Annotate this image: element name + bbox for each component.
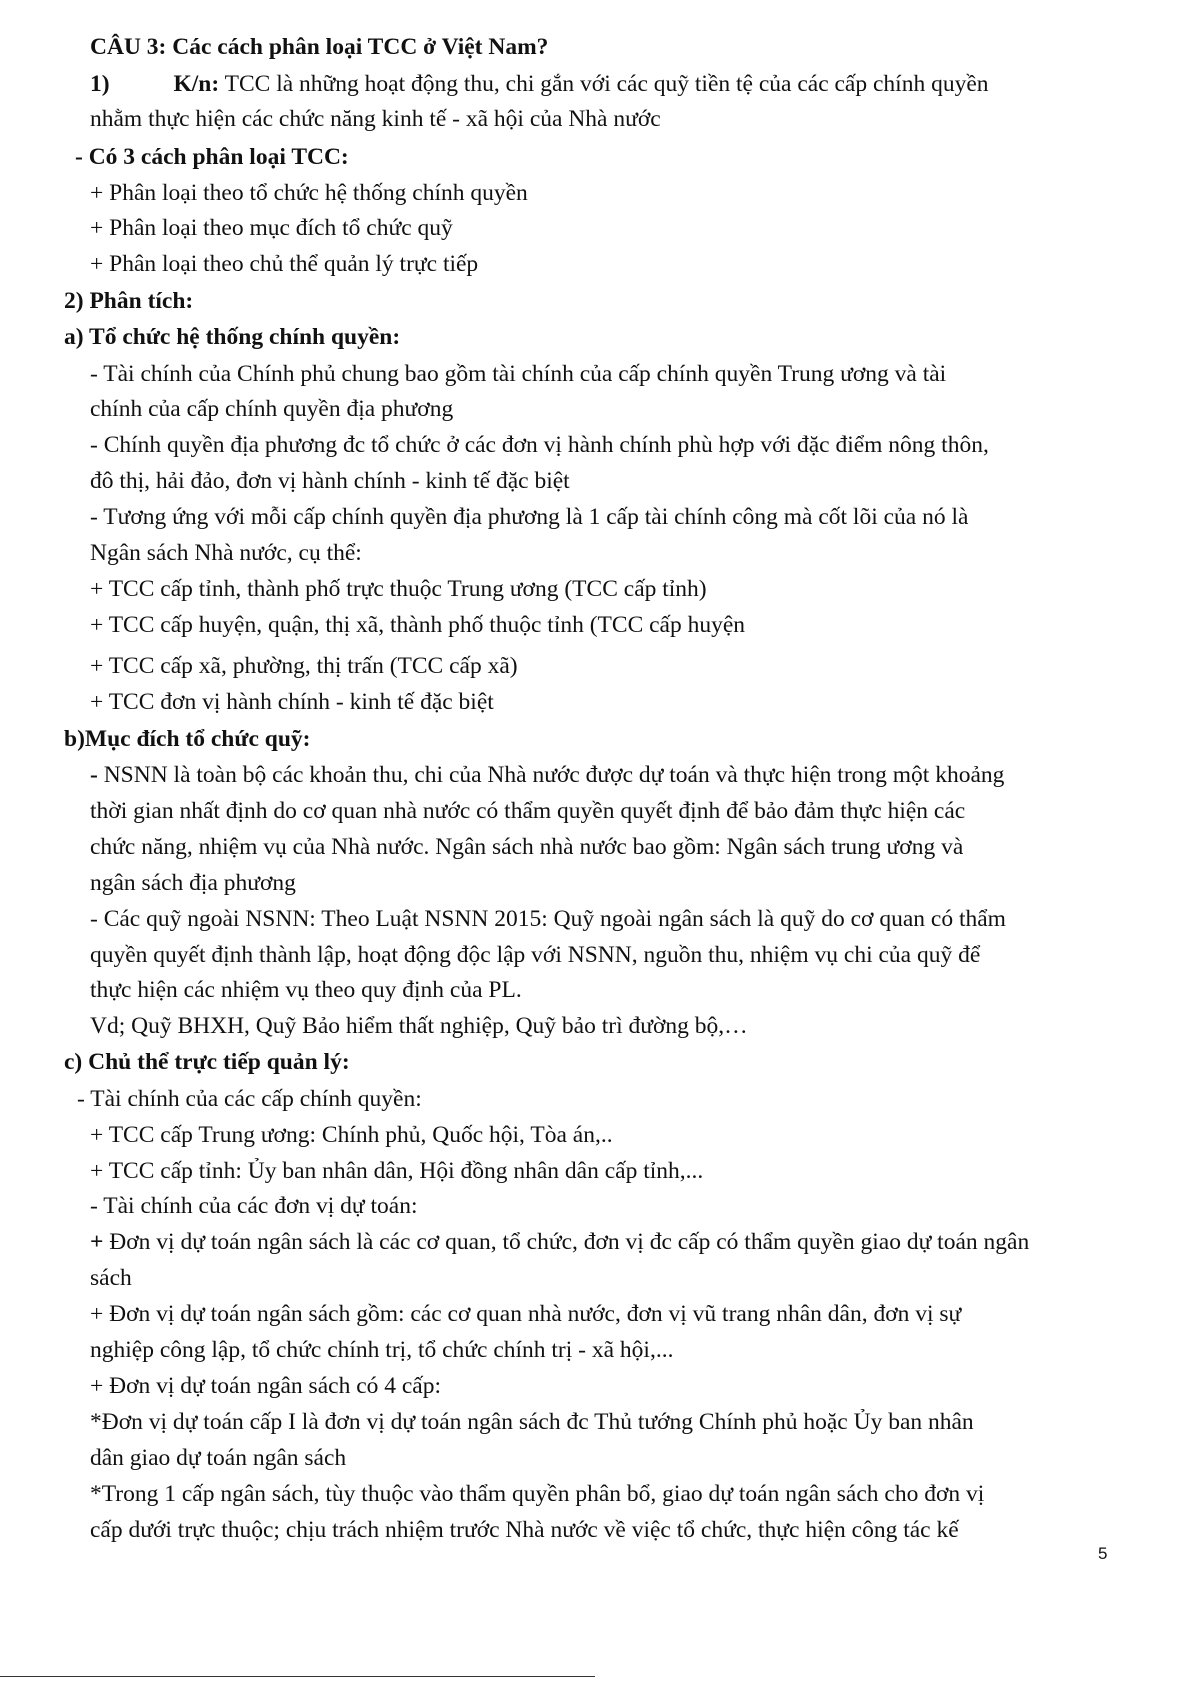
classify-heading: - Có 3 cách phân loại TCC: bbox=[75, 144, 349, 170]
example-line: Vd; Quỹ BHXH, Quỹ Bảo hiểm thất nghiệp, Quỹ bảo trì đường bộ,… bbox=[90, 1013, 748, 1039]
paragraph-line: chính của cấp chính quyền địa phương bbox=[90, 396, 454, 422]
list-item: + TCC cấp tỉnh, thành phố trực thuộc Trung ương (TCC cấp tỉnh) bbox=[90, 576, 707, 602]
subsection-b-heading: b)Mục đích tổ chức quỹ: bbox=[64, 726, 311, 752]
paragraph-line bbox=[90, 1407, 974, 1437]
paragraph-line: thời gian nhất định do cơ quan nhà nước có thẩm quyền quyết định để bảo đảm thực hiện các bbox=[90, 798, 966, 824]
footer-divider bbox=[0, 1676, 595, 1677]
paragraph-text: Đơn vị dự toán cấp I là đơn vị dự toán ngân sách đc Thủ tướng Chính phủ hoặc Ủy ban nhân bbox=[101, 1409, 974, 1435]
paragraph-line: - Các quỹ ngoài NSNN: Theo Luật NSNN 2015: Quỹ ngoài ngân sách là quỹ do cơ quan có thẩm bbox=[90, 906, 1006, 932]
subsection-c-heading: c) Chủ thể trực tiếp quản lý: bbox=[64, 1049, 350, 1075]
title-text: Các cách phân loại TCC ở Việt Nam? bbox=[172, 34, 549, 60]
definition-text: TCC là những hoạt động thu, chi gắn với các quỹ tiền tệ của các cấp chính quyền bbox=[224, 71, 989, 97]
section-1-number: 1) bbox=[90, 71, 110, 97]
paragraph-line: Ngân sách Nhà nước, cụ thể: bbox=[90, 540, 362, 566]
list-item: + TCC cấp xã, phường, thị trấn (TCC cấp xã) bbox=[90, 653, 518, 679]
paragraph-line: quyền quyết định thành lập, hoạt động độc lập với NSNN, nguồn thu, nhiệm vụ chi của quỹ để bbox=[90, 942, 981, 968]
paragraph-text: NSNN là toàn bộ các khoản thu, chi của Nhà nước được dự toán và thực hiện trong một khoảng bbox=[103, 762, 1005, 788]
paragraph-line bbox=[90, 1227, 1029, 1257]
gov-heading: - Tài chính của các cấp chính quyền: bbox=[77, 1086, 422, 1112]
paragraph-line: - Chính quyền địa phương đc tổ chức ở các đơn vị hành chính phù hợp với đặc điểm nông thôn, bbox=[90, 432, 989, 458]
paragraph-line: thực hiện các nhiệm vụ theo quy định của PL. bbox=[90, 977, 522, 1003]
title-label: CÂU 3: bbox=[90, 34, 167, 60]
asterisk-marker: * bbox=[90, 1409, 102, 1435]
classify-item: + Phân loại theo tổ chức hệ thống chính quyền bbox=[90, 180, 528, 206]
paragraph-line: + Đơn vị dự toán ngân sách có 4 cấp: bbox=[90, 1373, 442, 1399]
definition-text-cont: nhằm thực hiện các chức năng kinh tế - xã hội của Nhà nước bbox=[90, 106, 661, 132]
list-item: + TCC cấp huyện, quận, thị xã, thành phố thuộc tỉnh (TCC cấp huyện bbox=[90, 612, 746, 638]
page-title bbox=[90, 32, 548, 62]
paragraph-line: + Đơn vị dự toán ngân sách gồm: các cơ quan nhà nước, đơn vị vũ trang nhân dân, đơn vị sự bbox=[90, 1301, 962, 1327]
plus-marker: + bbox=[90, 1229, 110, 1255]
paragraph-line: sách bbox=[90, 1265, 132, 1291]
paragraph-line: dân giao dự toán ngân sách bbox=[90, 1445, 347, 1471]
page-number: 5 bbox=[1098, 1544, 1108, 1563]
paragraph-line: - Tương ứng với mỗi cấp chính quyền địa phương là 1 cấp tài chính công mà cốt lõi của nó là bbox=[90, 504, 969, 530]
list-item: + TCC cấp tỉnh: Ủy ban nhân dân, Hội đồng nhân dân cấp tỉnh,... bbox=[90, 1158, 704, 1184]
paragraph-line: nghiệp công lập, tổ chức chính trị, tổ chức chính trị - xã hội,... bbox=[90, 1337, 674, 1363]
units-heading: - Tài chính của các đơn vị dự toán: bbox=[90, 1193, 418, 1219]
paragraph-line: ngân sách địa phương bbox=[90, 870, 296, 896]
classify-item: + Phân loại theo chủ thể quản lý trực tiếp bbox=[90, 251, 479, 277]
paragraph-line: đô thị, hải đảo, đơn vị hành chính - kinh tế đặc biệt bbox=[90, 468, 570, 494]
list-item: + TCC đơn vị hành chính - kinh tế đặc biệt bbox=[90, 689, 494, 715]
section-2-heading: 2) Phân tích: bbox=[64, 288, 194, 314]
subsection-a-heading: a) Tổ chức hệ thống chính quyền: bbox=[64, 324, 401, 350]
paragraph-line: - Tài chính của Chính phủ chung bao gồm tài chính của cấp chính quyền Trung ương và tài bbox=[90, 361, 947, 387]
paragraph-line bbox=[90, 760, 1080, 790]
definition-line bbox=[90, 69, 989, 99]
paragraph-line bbox=[90, 1479, 984, 1509]
paragraph-text: Trong 1 cấp ngân sách, tùy thuộc vào thẩm quyền phân bổ, giao dự toán ngân sách cho đơn vị bbox=[101, 1481, 985, 1507]
classify-item: + Phân loại theo mục đích tổ chức quỹ bbox=[90, 215, 453, 241]
asterisk-marker: * bbox=[90, 1481, 102, 1507]
paragraph-line: chức năng, nhiệm vụ của Nhà nước. Ngân sách nhà nước bao gồm: Ngân sách trung ương và bbox=[90, 834, 964, 860]
paragraph-line: cấp dưới trực thuộc; chịu trách nhiệm trước Nhà nước về việc tổ chức, thực hiện công tác kế bbox=[90, 1517, 959, 1543]
definition-label: K/n: bbox=[173, 71, 220, 97]
list-item: + TCC cấp Trung ương: Chính phủ, Quốc hội, Tòa án,.. bbox=[90, 1122, 613, 1148]
paragraph-text: Đơn vị dự toán ngân sách là các cơ quan, tổ chức, đơn vị đc cấp có thẩm quyền giao dự toán ngân bbox=[109, 1229, 1030, 1255]
dash-marker: - bbox=[90, 762, 104, 788]
